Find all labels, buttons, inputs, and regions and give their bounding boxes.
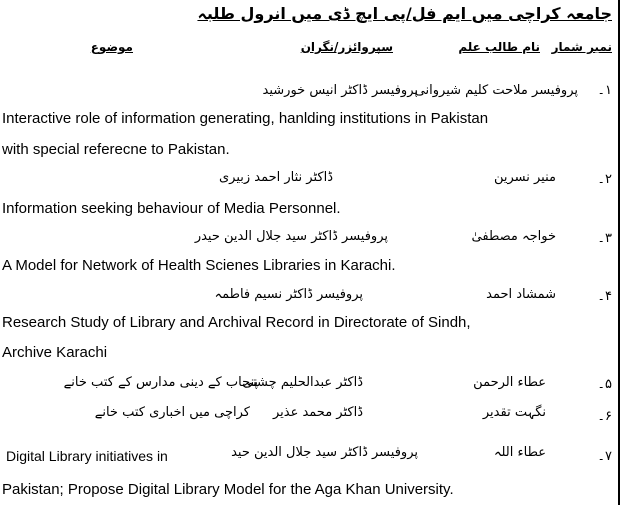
entry-1-topic-line1: Interactive role of information generating, hanlding institutions in Pakistan (2, 110, 489, 127)
entry-7-supervisor: پروفیسر ڈاکٹر سید جلال الدین حید (231, 445, 418, 460)
entry-5-supervisor: ڈاکٹر عبدالحلیم چشتی (242, 375, 363, 390)
entry-1-supervisor: پروفیسر ڈاکٹر انیس خورشید (262, 83, 418, 98)
entry-4-student: شمشاد احمد (486, 287, 556, 302)
entry-6-student: نگہت تقدیر (482, 405, 546, 420)
entry-3-number: ۳۔ (597, 231, 612, 246)
entry-3-topic-line1: A Model for Network of Health Scienes Libraries in Karachi. (2, 257, 396, 274)
entry-7-student: عطاء اللہ (493, 445, 546, 460)
entry-6-number: ۶۔ (597, 409, 612, 424)
document-title: جامعہ کراچی میں ایم فل/پی ایچ ڈی میں انرول طلبہ (197, 4, 612, 23)
entry-4-supervisor: پروفیسر ڈاکٹر نسیم فاطمہ (214, 287, 363, 302)
entry-5-student: عطاء الرحمن (473, 375, 546, 390)
entry-2-student: منیر نسرین (493, 170, 556, 185)
header-number: نمبر شمار (551, 40, 612, 54)
entry-2-topic-line1: Information seeking behaviour of Media Personnel. (2, 200, 341, 217)
entry-6-supervisor: ڈاکٹر محمد عذیر (272, 405, 363, 420)
entry-4-topic-line2: Archive Karachi (2, 344, 108, 361)
entry-7-topic-line1: Digital Library initiatives in (6, 448, 168, 464)
entry-6-topic: کراچی میں اخباری کتب خانے (94, 405, 250, 420)
entry-7-number: ۷۔ (597, 449, 612, 464)
entry-3-supervisor: پروفیسر ڈاکٹر سید جلال الدین حیدر (194, 229, 388, 244)
entry-5-topic: پنجاب کے دینی مدارس کے کتب خانے (63, 375, 258, 390)
entry-4-number: ۴۔ (597, 289, 612, 304)
header-student: نام طالب علم (458, 40, 540, 54)
entry-3-student: خواجہ مصطفیٰ (471, 229, 556, 244)
entry-1-topic-line2: with special referecne to Pakistan. (2, 141, 230, 158)
entry-2-supervisor: ڈاکٹر نثار احمد زبیری (218, 170, 333, 185)
entry-1-number: ۱۔ (597, 83, 612, 98)
entry-4-topic-line1: Research Study of Library and Archival Record in Directorate of Sindh, (2, 314, 471, 331)
entry-7-topic-line2: Pakistan; Propose Digital Library Model for the Aga Khan University. (2, 481, 454, 498)
header-topic: موضوع (90, 40, 133, 54)
entry-5-number: ۵۔ (597, 377, 612, 392)
entry-2-number: ۲۔ (597, 172, 612, 187)
header-supervisor: سپروائزر/نگران (300, 40, 393, 54)
entry-1-student: پروفیسر ملاحت کلیم شیروانی (414, 83, 578, 98)
